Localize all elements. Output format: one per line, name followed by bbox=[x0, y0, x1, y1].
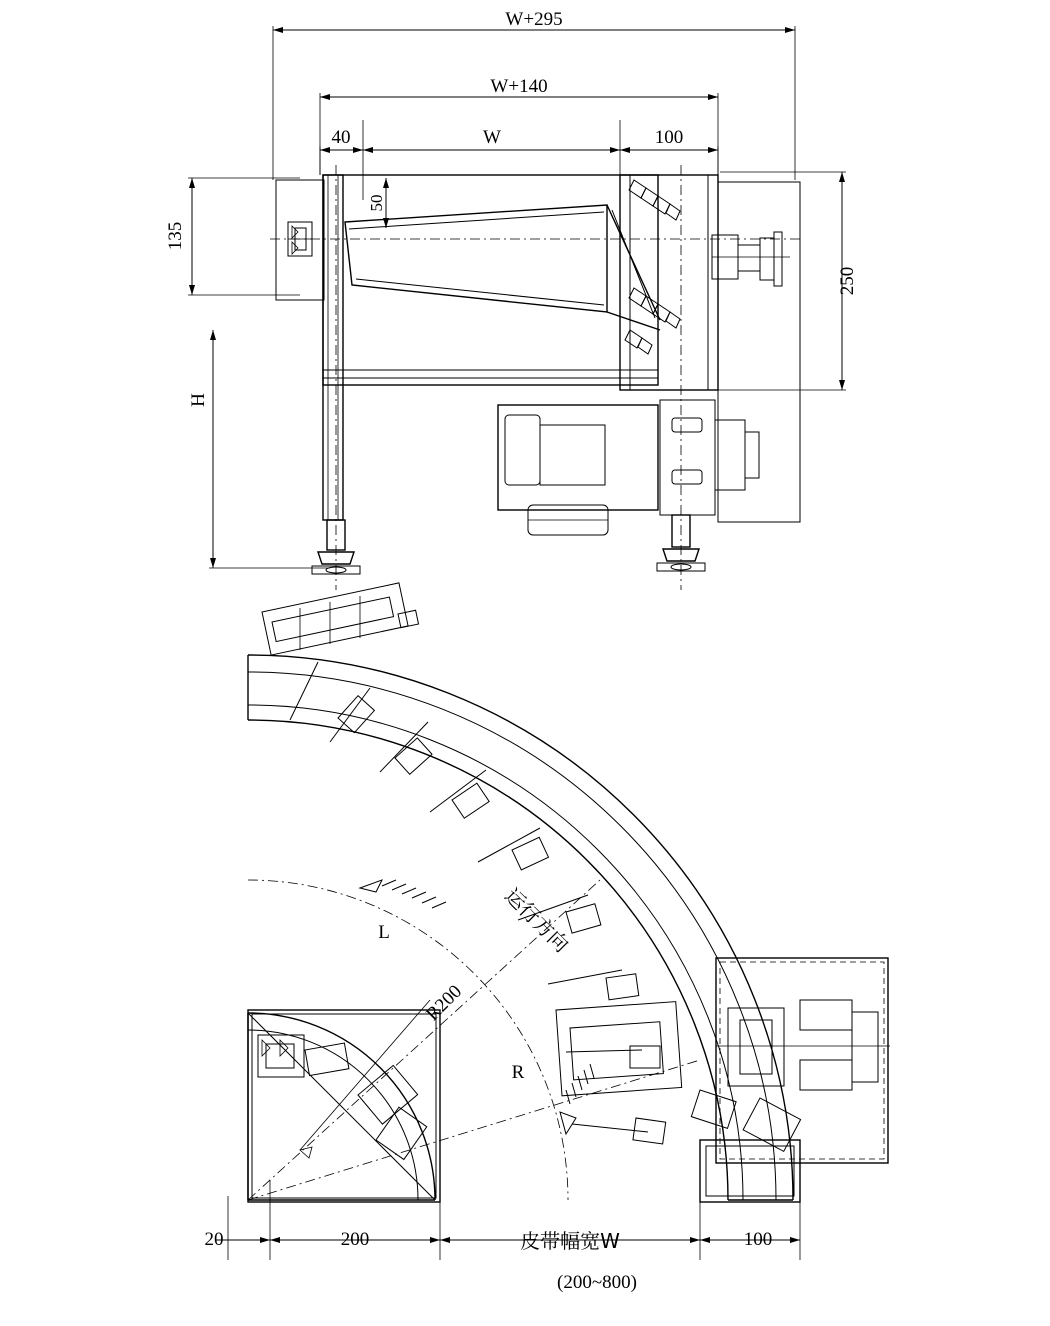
arc-rollers bbox=[290, 662, 666, 1144]
dim-frame-width-label: W+140 bbox=[490, 76, 548, 97]
dim-right-offset-label: 100 bbox=[654, 127, 684, 148]
dim-left-offset-label: 40 bbox=[331, 127, 351, 148]
dim-right-height-label: 250 bbox=[837, 266, 858, 296]
dim-belt-width-label: W bbox=[483, 127, 501, 148]
direction-arrows bbox=[360, 880, 594, 1134]
sprocket-upper bbox=[629, 180, 680, 220]
plan-bottom-dims bbox=[205, 1180, 801, 1293]
top-bracket bbox=[262, 583, 419, 655]
arc-label-right: R bbox=[511, 1062, 525, 1083]
dim-belt-width-cjk-label: 皮带幅宽W bbox=[520, 1229, 620, 1253]
arc-label-left: L bbox=[378, 922, 390, 943]
dim-outer-offset-label: 100 bbox=[743, 1229, 773, 1250]
dim-overall-width-label: W+295 bbox=[505, 9, 563, 30]
front-view bbox=[165, 9, 858, 590]
direction-label: 运行方向 bbox=[500, 883, 574, 957]
inner-radius-label: R200 bbox=[422, 981, 467, 1026]
dim-inner-radius-dim-label: 200 bbox=[340, 1229, 370, 1250]
front-view-geometry bbox=[270, 165, 800, 590]
dim-left-height bbox=[165, 178, 300, 295]
dim-left-height-label: 135 bbox=[165, 221, 186, 251]
dim-drum-height-label: 50 bbox=[367, 194, 386, 212]
dim-total-height-label: H bbox=[188, 393, 209, 407]
dim-belt-width-range-label: (200~800) bbox=[557, 1272, 637, 1293]
dim-total-height bbox=[188, 330, 330, 568]
dim-edge-offset-label: 20 bbox=[204, 1229, 224, 1250]
dim-frame-width bbox=[320, 76, 718, 175]
plan-view bbox=[205, 583, 891, 1293]
dim-right-height bbox=[640, 172, 858, 390]
